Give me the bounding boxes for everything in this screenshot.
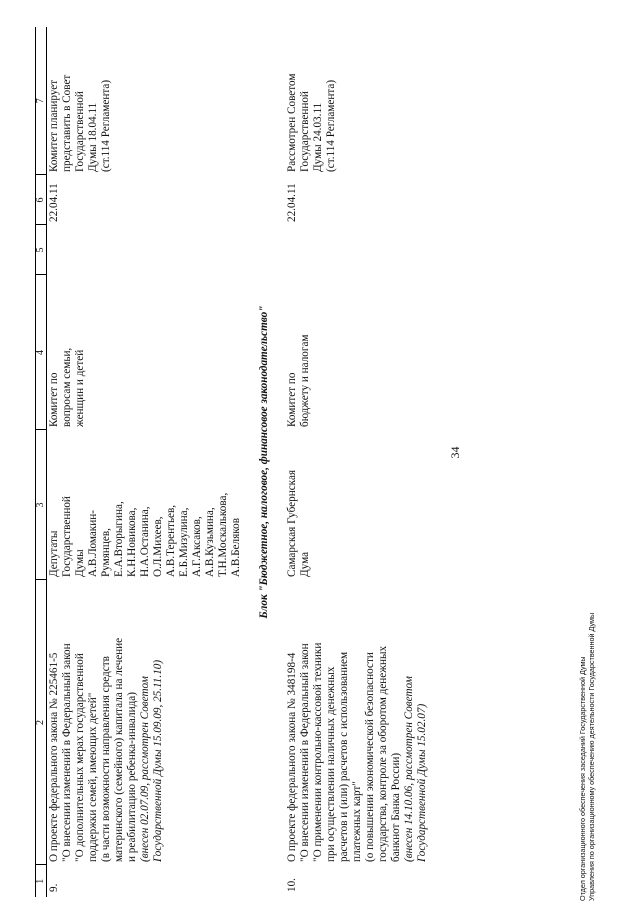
text-line: О проекте федерального закона № 348198-4 [286, 652, 298, 862]
text-line: Дума [299, 551, 311, 577]
bill-title-lines [286, 583, 403, 862]
text-line: Е.Б.Мизулина, [178, 507, 190, 577]
text-line: банкнот Банка России) [390, 752, 402, 862]
header-cell: 2 [36, 580, 47, 865]
text-line: А.В.Терентьев, [165, 504, 177, 577]
col5-cell [47, 225, 245, 275]
text-line: Думы [74, 549, 86, 577]
footer [578, 381, 596, 901]
date-cell: 22.04.11 [286, 183, 298, 222]
text-line: Государственной Думы 15.02.07) [416, 703, 428, 862]
text-line: А.В.Ломакин- [87, 510, 99, 577]
bill-title-lines [48, 583, 139, 862]
text-line: Государственной [61, 496, 73, 577]
text-line: (ст.114 Регламента) [325, 79, 337, 172]
text-line: "О дополнительных мерах государственной [74, 653, 86, 862]
bill-note-lines [139, 583, 165, 862]
text-line: женщин и детей [74, 349, 86, 427]
text-line: О.Л.Михеев, [152, 516, 164, 577]
text-line: поддержки семей, имеющих детей" [87, 692, 99, 862]
text-line: (внесен 02.07.09, рассмотрен Советом [139, 676, 151, 862]
text-line: А.Г.Аксаков, [191, 516, 203, 577]
date-cell: 22.04.11 [48, 183, 60, 222]
committee [285, 275, 430, 430]
bill-title [285, 580, 430, 865]
text-line: государства, контроле за оборотом денежных [377, 645, 389, 862]
bill-authors [47, 430, 245, 580]
text-line: Румянцев, [100, 528, 112, 577]
text-line: Депутаты [48, 530, 60, 577]
table-header [36, 27, 47, 897]
text-line: Государственной [299, 91, 311, 172]
text-line: "О внесении изменений в Федеральный закон [299, 643, 311, 862]
text-line: О проекте федерального закона № 225461-5 [48, 652, 60, 862]
row-number: 9. [48, 883, 60, 892]
text-line: Управления по организационному обеспечению деятельности Государственной Думы [587, 612, 596, 901]
text-line: Думы 24.03.11 [312, 102, 324, 172]
text-line: Е.А.Вторыгина, [113, 501, 125, 577]
block-heading-row [244, 27, 285, 897]
text-line: Комитет по [286, 372, 298, 427]
page-number: 34 [448, 446, 462, 459]
table-row [285, 27, 430, 897]
text-line: (внесен 14.10.06, рассмотрен Советом [403, 676, 415, 862]
text-line: расчетов и (или) расчетов с использованием [338, 651, 350, 862]
status-note [47, 27, 245, 175]
text-line: (ст.114 Регламента) [100, 79, 112, 172]
text-line: при осуществлении наличных денежных [325, 666, 337, 862]
committee [47, 275, 245, 430]
text-line: Н.А.Останина, [139, 506, 151, 577]
block-heading: Блок "Бюджетное, налоговое, финансовое законодательство" [258, 305, 270, 619]
text-line: Рассмотрен Советом [286, 73, 298, 172]
bill-title [47, 580, 245, 865]
text-line: платежных карт" [351, 781, 363, 862]
text-line: и реабилитацию ребенка-инвалида) [126, 692, 138, 862]
header-cell: 3 [36, 430, 47, 580]
text-line: бюджету и налогам [299, 334, 311, 427]
status-note [285, 27, 430, 175]
text-line: представить в Совет [61, 74, 73, 172]
text-line: Государственной [74, 91, 86, 172]
text-line: Государственной Думы 15.09.09, 25.11.10) [152, 659, 164, 862]
text-line: (в части возможности направления средств [100, 656, 112, 862]
header-cell: 4 [36, 275, 47, 430]
text-line: Отдел организационного обеспечения заседаний Государственной Думы [578, 656, 587, 901]
header-cell: 7 [36, 27, 47, 175]
text-line: Самарская Губернская [286, 469, 298, 577]
header-cell: 1 [36, 865, 47, 897]
text-line: К.Н.Новикова, [126, 507, 138, 577]
text-line: "О внесении изменений в Федеральный закон [61, 643, 73, 862]
header-cell: 6 [36, 175, 47, 225]
text-line: (о повышении экономической безопасности [364, 652, 376, 862]
table-row [47, 27, 245, 897]
text-line: материнского (семейного) капитала на лечение [113, 637, 125, 862]
bill-note-lines [403, 583, 429, 862]
text-line: Думы 18.04.11 [87, 102, 99, 172]
row-number: 10. [286, 878, 298, 892]
text-line: А.В.Кузьмина, [204, 507, 216, 577]
text-line: "О применении контрольно-кассовой техники [312, 642, 324, 862]
text-line: Комитет по [48, 372, 60, 427]
text-line: вопросам семьи, [61, 347, 73, 427]
bill-authors [285, 430, 430, 580]
header-cell: 5 [36, 225, 47, 275]
text-line: Комитет планирует [48, 79, 60, 172]
text-line: Т.Н.Москалькова, [217, 492, 229, 577]
agenda-table [35, 27, 430, 897]
col5-cell [285, 225, 430, 275]
text-line: А.В.Беляков [230, 518, 242, 577]
